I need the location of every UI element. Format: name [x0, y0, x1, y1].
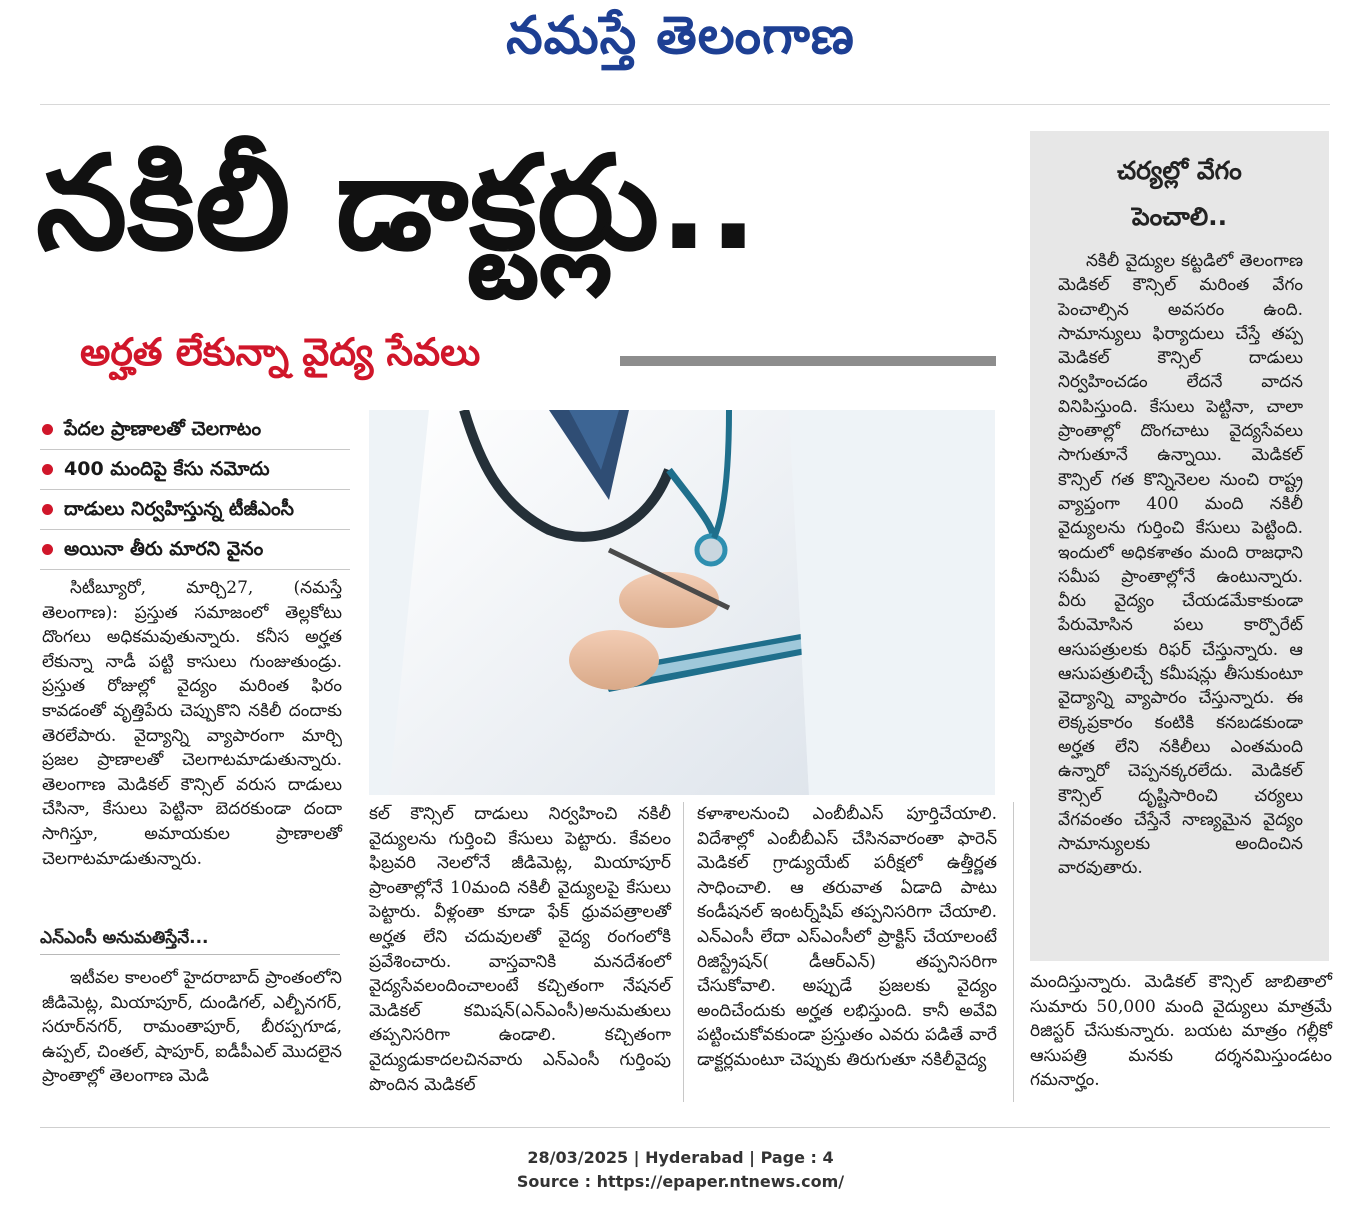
subheadline-bar [620, 356, 996, 366]
article-column-1-continued [42, 966, 342, 1089]
article-paragraph: కళాశాలనుంచి ఎంబీబీఎస్ పూర్తిచేయాలి. విదేశాల్లో ఎంబీబీఎస్ చేసినవారంతా ఫారెన్ మెడికల్ గ్రాడ్యుయేట్ పరీక్షలో ఉత్తీర్ణత సాధించాలి. ఆ తరువాత ఏడాది పాటు కండీషనల్ ఇంటర్న్‌షిప్ తప్పనిసరిగా చేయాలి. ఎన్ఎంసీ లేదా ఎస్ఎంసీలో ప్రాక్టిస్ చేయాలంటే రిజిస్ట్రేషన్( డీఆర్ఎన్) తప్పనిసరిగా చేసుకోవాలి. అప్పుడే ప్రజలకు వైద్యం అందిచేందుకు అర్హత లభిస్తుంది. కానీ అవేవి పట్టించుకోవకుండా ప్రస్తుతం ఎవరు పడితే వారే డాక్టర్లమంటూ చెప్పుకు తిరుగుతూ నకిలీవైద్య [697, 804, 997, 1070]
article-subheading: ఎన్ఎంసీ అనుమతిస్తేనే... [40, 928, 209, 948]
article-paragraph: మందిస్తున్నారు. మెడికల్ కౌన్సిల్ జాబితాలో సుమారు 50,000 మంది వైద్యులు మాత్రమే రిజిస్టర్ చేసుకున్నారు. బయట మాత్రం గల్లీకో ఆసుపత్రి మనకు దర్శనమిస్తుండటం గమనార్హం. [1030, 972, 1332, 1091]
article-column-1 [42, 576, 342, 871]
subheadline: అర్హత లేకున్నా వైద్య సేవలు [80, 330, 481, 374]
sidebar-title-line-2: పెంచాలి.. [1131, 202, 1228, 231]
sidebar-body [1058, 249, 1303, 881]
footer-source: Source : https://epaper.ntnews.com/ [516, 1172, 845, 1191]
article-column-2 [369, 802, 671, 1097]
article-paragraph: కల్ కౌన్సిల్ దాడులు నిర్వహించి నకిలీ వైద్యులను గుర్తించి కేసులు పెట్టారు. కేవలం ఫిబ్రవరి నెలలోనే జీడిమెట్ల, మియాపూర్ ప్రాంతాల్లోనే 10మంది నకిలీ వైద్యులపై కేసులు పెట్టారు. వీళ్లంతా కూడా ఫేక్ ధ్రువపత్రాలతో అర్హత లేని చదువులతో వైద్య రంగంలోకి ప్రవేశించారు. వాస్తవానికి మనదేశంలో వైద్యసేవలందించాలంటే కచ్చితంగా నేషనల్ మెడికల్ కమిషన్(ఎన్ఎంసీ)అనుమతులు తప్పనిసరిగా ఉండాలి. కచ్చితంగా వైద్యుడుకాదలచినవారు ఎన్ఎంసీ గుర్తింపు పొందిన మెడికల్ [369, 804, 671, 1095]
doctor-illustration [369, 410, 995, 795]
bullet-icon [42, 424, 53, 435]
highlight-item [40, 530, 350, 570]
highlight-text: 400 మందిపై కేసు నమోదు [64, 458, 270, 480]
highlight-item [40, 410, 350, 450]
highlight-text: దాడులు నిర్వహిస్తున్న టీజీఎంసీ [64, 498, 294, 520]
sidebar-title-line-1: చర్యల్లో వేగం [1117, 156, 1242, 185]
article-column-3 [697, 802, 997, 1073]
highlight-item [40, 490, 350, 530]
footer-divider [40, 1127, 1330, 1128]
article-paragraph: ఇటీవల కాలంలో హైదరాబాద్ ప్రాంతంలోని జీడిమెట్ల, మియాపూర్, దుండిగల్, ఎల్బీనగర్, సరూర్‌నగర్, రామంతాపూర్, బీరప్పగూడ, ఉప్పల్, చింతల్, షాపూర్, ఐడీపీఎల్ మొదలైన ప్రాంతాల్లో తెలంగాణ మెడి [42, 968, 342, 1087]
masthead-logo: నమస్తే తెలంగాణ [506, 6, 855, 66]
highlight-text: పేదల ప్రాణాలతో చెలగాటం [64, 418, 262, 440]
column-divider [1013, 802, 1014, 1102]
bullet-icon [42, 464, 53, 475]
doctor-photo [369, 410, 995, 795]
highlight-item [40, 450, 350, 490]
article-paragraph: సిటీబ్యూరో, మార్చి27, (నమస్తే తెలంగాణ): ప్రస్తుత సమాజంలో తెల్లకోటు దొంగలు అధికమవుతున్నారు. కనీస అర్హత లేకున్నా నాడీ పట్టి కాసులు గుంజుతుండ్రు. ప్రస్తుత రోజుల్లో వైద్యం మరింత ఫిరం కావడంతో వృత్తిపేరు చెప్పుకొని నకిలీ దందాకు తెరలేపారు. వైద్యాన్ని వ్యాపారంగా మార్చి ప్రజల ప్రాణాలతో చెలగాటమాడుతున్నారు. తెలంగాణ మెడికల్ కౌన్సిల్ వరుస దాడులు చేసినా, కేసులు పెట్టినా బెదరకుండా దందా సాగిస్తూ, అమాయకుల ప్రాణాలతో చెలగాటమాడుతున్నారు. [42, 578, 342, 869]
footer-dateline: 28/03/2025 | Hyderabad | Page : 4 [527, 1148, 834, 1167]
sidebar-paragraph: నకిలీ వైద్యుల కట్టడిలో తెలంగాణ మెడికల్ కౌన్సిల్ మరింత వేగం పెంచాల్సిన అవసరం ఉంది. సామాన్యులు ఫిర్యాదులు చేస్తే తప్ప మెడికల్ కౌన్సిల్ దాడులు నిర్వహించడం లేదనే వాదన వినిపిస్తుంది. కేసులు పెట్టినా, చాలా ప్రాంతాల్లో దొంగచాటు వైద్యసేవలు సాగుతూనే ఉన్నాయి. మెడికల్ కౌన్సిల్ గత కొన్నినెలల నుంచి రాష్ట్ర వ్యాప్తంగా 400 మంది నకిలీ వైద్యులను గుర్తించి కేసులు పెట్టింది. ఇందులో అధికశాతం మంది రాజధాని సమీప ప్రాంతాల్లోనే ఉంటున్నారు. వీరు వైద్యం చేయడమేకాకుండా పేరుమోసిన పలు కార్పొరేట్ ఆసుపత్రులకు రిఫర్ చేస్తున్నారు. ఆ ఆసుపత్రులిచ్చే కమీషన్లు తీసుకుంటూ వైద్యాన్ని వ్యాపారం చేస్తున్నారు. ఈ లెక్కప్రకారం కంటికి కనబడకుండా అర్హత లేని నకిలీలు ఎంతమంది ఉన్నారో చెప్పనక్కరలేదు. మెడికల్ కౌన్సిల్ దృష్టిసారించి చర్యలు వేగవంతం చేస్తేనే నాణ్యమైన వైద్యం సామాన్యులకు అందించిన వారవుతారు. [1058, 251, 1303, 879]
bullet-icon [42, 544, 53, 555]
highlight-text: అయినా తీరు మారని వైనం [64, 538, 264, 560]
bullet-icon [42, 504, 53, 515]
sidebar-title [1030, 148, 1329, 240]
masthead-divider [40, 104, 1330, 105]
column-divider [683, 802, 684, 1102]
subheading-rule [40, 954, 340, 955]
highlights-list [40, 410, 350, 570]
article-column-4 [1030, 970, 1332, 1093]
headline: నకిలీ డాక్టర్లు.. [36, 127, 758, 279]
